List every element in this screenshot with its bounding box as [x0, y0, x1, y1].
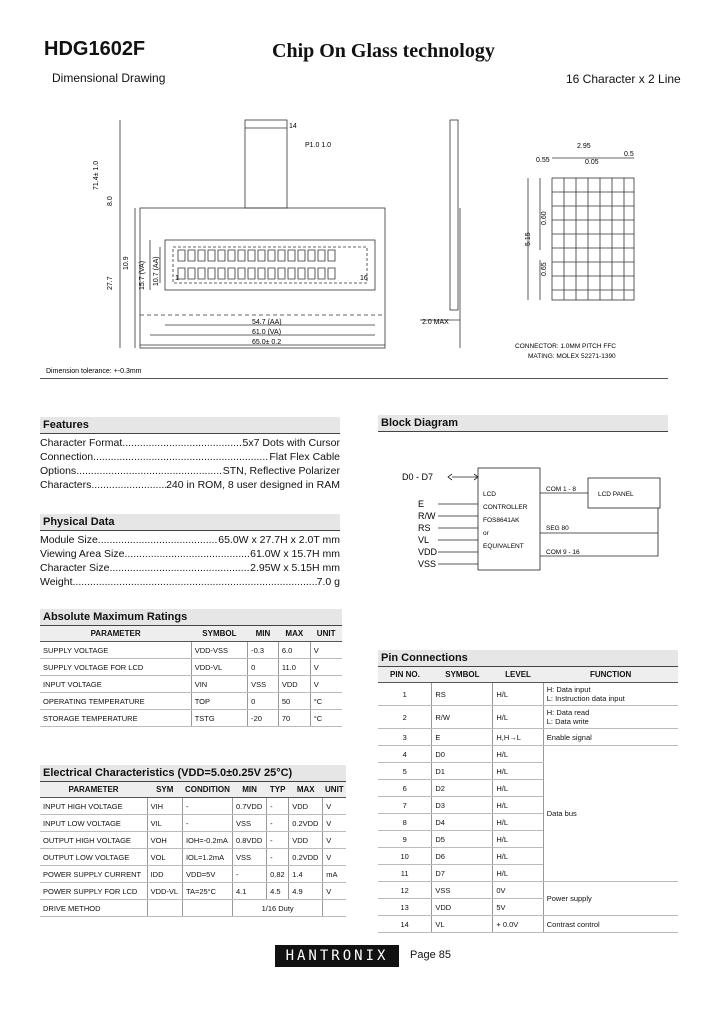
mating-note: MATING: MOLEX 52271-1390 [528, 353, 616, 360]
dim-char-width: 2.95 [577, 143, 591, 150]
block-section [378, 415, 668, 432]
dim-va-height: 15.7 (VA) [139, 260, 146, 290]
table-cell: V [310, 676, 342, 693]
column-header: UNIT [310, 626, 342, 642]
block-diagram [378, 438, 673, 598]
pin-level: H/L [493, 848, 543, 865]
dim-065: 0.65 [541, 262, 548, 276]
signal-label: E [418, 499, 425, 509]
controller-label: EQUIVALENT [483, 543, 524, 550]
pin-function: H: Data read L: Data write [543, 706, 678, 729]
pin-symbol: D0 [432, 746, 493, 763]
divider [40, 378, 668, 379]
column-header: MAX [289, 782, 323, 798]
physical-row [40, 561, 340, 575]
page-number: Page 85 [410, 949, 451, 961]
dim-005: 0.05 [585, 159, 599, 166]
table-cell: TA=25°C [182, 883, 232, 900]
table-row [40, 642, 342, 659]
table-row [40, 798, 346, 815]
table-cell [182, 900, 232, 917]
table-cell: V [310, 659, 342, 676]
signal-label: VL [418, 535, 430, 545]
pin-function: Contrast control [543, 916, 678, 933]
pin-level: H/L [493, 814, 543, 831]
pin-symbol: D4 [432, 814, 493, 831]
physical-row [40, 575, 340, 589]
pin-level: H/L [493, 780, 543, 797]
pin-function: Data bus [543, 746, 678, 882]
seg-label: SEG 80 [546, 525, 569, 532]
table-cell: IDD [147, 866, 182, 883]
table-cell: VDD-VSS [191, 642, 247, 659]
table-cell: VOH [147, 832, 182, 849]
absmax-section [40, 609, 342, 727]
physical-label: Character Size [40, 562, 110, 574]
signal-label: VSS [418, 559, 437, 569]
features-label: Characters [40, 479, 92, 491]
table-row [378, 706, 678, 729]
com2-label: COM 9 - 16 [546, 549, 580, 556]
elec-title: Electrical Characteristics (VDD=5.0±0.25V 25°C) [40, 765, 346, 782]
physical-label: Module Size [40, 534, 98, 546]
table-cell: -20 [248, 710, 279, 727]
pin-number: 1 [378, 683, 432, 706]
pins-title: Pin Connections [378, 650, 678, 667]
page-title: HDG1602F [44, 38, 146, 60]
dim-va-width: 61.0 (VA) [252, 329, 282, 336]
column-header: UNIT [323, 782, 346, 798]
table-row [40, 676, 342, 693]
elec-section [40, 765, 346, 917]
table-cell: 0.7VDD [233, 798, 267, 815]
table-cell: INPUT HIGH VOLTAGE [40, 798, 147, 815]
table-cell: VIH [147, 798, 182, 815]
column-header: SYMBOL [191, 626, 247, 642]
table-cell: - [267, 832, 289, 849]
column-header: MIN [233, 782, 267, 798]
table-row [40, 693, 342, 710]
table-cell: 11.0 [278, 659, 310, 676]
table-cell [323, 900, 346, 917]
table-cell: V [323, 883, 346, 900]
line-info: 16 Character x 2 Line [566, 72, 681, 86]
pin-level: H/L [493, 746, 543, 763]
physical-value: 61.0W x 15.7H mm [250, 548, 340, 560]
column-header: PARAMETER [40, 782, 147, 798]
table-cell: IOL=1.2mA [182, 849, 232, 866]
signal-label: R/W [418, 511, 436, 521]
table-cell: VDD-VL [191, 659, 247, 676]
pin1-label: 1 [175, 275, 179, 282]
pins-section [378, 650, 678, 933]
table-cell: POWER SUPPLY CURRENT [40, 866, 147, 883]
pin-level: H/L [493, 865, 543, 882]
pin-number: 14 [378, 916, 432, 933]
pin-number: 12 [378, 882, 432, 899]
pin-symbol: D5 [432, 831, 493, 848]
pin-number: 4 [378, 746, 432, 763]
physical-label: Viewing Area Size [40, 548, 125, 560]
signal-label: VDD [418, 547, 438, 557]
column-header: MIN [248, 626, 279, 642]
pin-level: H,H→L [493, 729, 543, 746]
pin14-label: 14 [289, 123, 297, 130]
pin-number: 2 [378, 706, 432, 729]
pin-symbol: D7 [432, 865, 493, 882]
dimensional-drawing [40, 100, 680, 380]
features-value: 240 in ROM, 8 user designed in RAM [166, 479, 340, 491]
pin-symbol: RS [432, 683, 493, 706]
features-value: STN, Reflective Polarizer [222, 465, 340, 477]
features-label: Connection [40, 451, 94, 463]
table-row [40, 815, 346, 832]
leader-dots [91, 478, 166, 492]
table-cell: V [310, 642, 342, 659]
table-cell: 0 [248, 693, 279, 710]
controller-label: FOS8641AK [483, 517, 520, 524]
table-cell: - [267, 798, 289, 815]
table-cell: - [182, 815, 232, 832]
dim-module-width: 65.0± 0.2 [252, 339, 282, 346]
pin-number: 6 [378, 780, 432, 797]
table-cell: STORAGE TEMPERATURE [40, 710, 191, 727]
table-cell: 70 [278, 710, 310, 727]
pin16-label: 16 [360, 275, 368, 282]
dim-char-height: 5.15 [525, 232, 532, 246]
pin-level: H/L [493, 683, 543, 706]
pin-number: 5 [378, 763, 432, 780]
flex-cable [245, 120, 287, 208]
column-header: LEVEL [493, 667, 543, 683]
dim-109: 10.9 [123, 256, 130, 270]
table-cell: DRIVE METHOD [40, 900, 147, 917]
table-cell: 4.1 [233, 883, 267, 900]
physical-title: Physical Data [40, 514, 340, 531]
table-row [378, 916, 678, 933]
column-header: FUNCTION [543, 667, 678, 683]
table-cell: V [323, 832, 346, 849]
table-row [40, 866, 346, 883]
signal-label: RS [418, 523, 431, 533]
table-cell: VDD [289, 832, 323, 849]
table-cell [147, 900, 182, 917]
table-cell: - [233, 866, 267, 883]
table-cell: V [323, 849, 346, 866]
pitch-label: P1.0 1.0 [305, 142, 332, 149]
table-cell: 4.9 [289, 883, 323, 900]
table-cell: 0.2VDD [289, 815, 323, 832]
table-cell: VIN [191, 676, 247, 693]
dim-060: 0.60 [541, 211, 548, 225]
table-row [40, 659, 342, 676]
features-title: Features [40, 417, 340, 434]
table-cell: VDD=5V [182, 866, 232, 883]
pin-symbol: D3 [432, 797, 493, 814]
table-cell: mA [323, 866, 346, 883]
table-cell: VSS [248, 676, 279, 693]
block-title: Block Diagram [378, 415, 668, 432]
table-row [40, 883, 346, 900]
table-cell: 4.5 [267, 883, 289, 900]
character-cells [178, 250, 335, 279]
pin-number: 3 [378, 729, 432, 746]
dim-cable-8: 8.0 [107, 196, 114, 206]
viewing-area [165, 240, 375, 290]
dim-thickness: 2.0 MAX [422, 319, 449, 326]
pin-number: 7 [378, 797, 432, 814]
table-cell: °C [310, 710, 342, 727]
physical-section [40, 514, 340, 589]
table-cell: INPUT LOW VOLTAGE [40, 815, 147, 832]
side-view [450, 120, 458, 310]
pin-level: H/L [493, 831, 543, 848]
table-row [40, 832, 346, 849]
character-dot-matrix [552, 178, 634, 300]
leader-dots [98, 533, 218, 547]
pin-symbol: D1 [432, 763, 493, 780]
table-row [378, 746, 678, 763]
dim-05: 0.5 [624, 151, 634, 158]
table-cell: OUTPUT LOW VOLTAGE [40, 849, 147, 866]
table-row [40, 849, 346, 866]
physical-value: 2.95W x 5.15H mm [250, 562, 340, 574]
physical-value: 7.0 g [316, 576, 340, 588]
pin-symbol: E [432, 729, 493, 746]
table-cell: V [323, 798, 346, 815]
pin-symbol: D2 [432, 780, 493, 797]
pin-level: H/L [493, 797, 543, 814]
leader-dots [122, 436, 242, 450]
leader-dots [124, 547, 250, 561]
table-row [378, 729, 678, 746]
controller-label: or [483, 530, 489, 537]
table-cell: OUTPUT HIGH VOLTAGE [40, 832, 147, 849]
physical-label: Weight [40, 576, 73, 588]
table-cell: 0.82 [267, 866, 289, 883]
controller-label: LCD [483, 491, 497, 498]
dim-total-height: 71.4± 1.0 [93, 160, 100, 190]
table-cell: VDD [289, 798, 323, 815]
column-header: MAX [278, 626, 310, 642]
pin-level: H/L [493, 706, 543, 729]
dim-aa-width: 54.7 (AA) [252, 319, 282, 326]
table-cell: IOH=-0.2mA [182, 832, 232, 849]
pin-symbol: VL [432, 916, 493, 933]
absmax-title: Absolute Maximum Ratings [40, 609, 342, 626]
table-cell: POWER SUPPLY FOR LCD [40, 883, 147, 900]
pin-symbol: VSS [432, 882, 493, 899]
column-header: TYP [267, 782, 289, 798]
pin-function: Power supply [543, 882, 678, 916]
leader-dots [76, 464, 223, 478]
table-cell: 50 [278, 693, 310, 710]
column-header: SYMBOL [432, 667, 493, 683]
pin-level: 5V [493, 899, 543, 916]
elec-table [40, 782, 346, 917]
pin-symbol: R/W [432, 706, 493, 729]
lcd-panel-label: LCD PANEL [598, 491, 634, 498]
hantronix-logo: HANTRONIX [275, 945, 399, 967]
leader-dots [73, 575, 317, 589]
table-row [378, 882, 678, 899]
pin-function: Enable signal [543, 729, 678, 746]
connector-note: CONNECTOR: 1.0MM PITCH FFC [515, 343, 616, 350]
physical-row [40, 547, 340, 561]
table-cell: 0.2VDD [289, 849, 323, 866]
features-row [40, 450, 340, 464]
pin-number: 11 [378, 865, 432, 882]
pin-level: 0V [493, 882, 543, 899]
pin-number: 9 [378, 831, 432, 848]
table-cell: - [267, 849, 289, 866]
table-cell: VSS [233, 849, 267, 866]
dim-module-height: 27.7 [107, 276, 114, 290]
physical-value: 65.0W x 27.7H x 2.0T mm [218, 534, 340, 546]
absmax-table [40, 626, 342, 727]
table-cell: 0.8VDD [233, 832, 267, 849]
dim-aa-height: 10.7 (AA) [153, 256, 160, 286]
com1-label: COM 1 - 8 [546, 486, 576, 493]
features-value: Flat Flex Cable [269, 451, 340, 463]
table-cell: - [267, 815, 289, 832]
leader-dots [93, 450, 269, 464]
table-cell: 1.4 [289, 866, 323, 883]
features-row [40, 464, 340, 478]
column-header: SYM [147, 782, 182, 798]
column-header: PARAMETER [40, 626, 191, 642]
active-area [173, 247, 367, 283]
table-cell: V [323, 815, 346, 832]
table-cell: - [182, 798, 232, 815]
column-header: PIN NO. [378, 667, 432, 683]
table-cell: TOP [191, 693, 247, 710]
table-cell: VSS [233, 815, 267, 832]
features-row [40, 478, 340, 492]
features-value: 5x7 Dots with Cursor [242, 437, 340, 449]
table-row [40, 710, 342, 727]
table-cell: SUPPLY VOLTAGE FOR LCD [40, 659, 191, 676]
table-cell: VDD-VL [147, 883, 182, 900]
table-cell: OPERATING TEMPERATURE [40, 693, 191, 710]
table-cell: -0.3 [248, 642, 279, 659]
bus-label: D0 - D7 [402, 472, 434, 482]
table-cell: 1/16 Duty [233, 900, 323, 917]
pin-level: H/L [493, 763, 543, 780]
features-label: Options [40, 465, 77, 477]
physical-row [40, 533, 340, 547]
column-header: CONDITION [182, 782, 232, 798]
controller-label: CONTROLLER [483, 504, 528, 511]
table-cell: INPUT VOLTAGE [40, 676, 191, 693]
table-cell: 6.0 [278, 642, 310, 659]
page-subtitle: Chip On Glass technology [272, 40, 495, 62]
pin-number: 13 [378, 899, 432, 916]
pin-symbol: VDD [432, 899, 493, 916]
features-section [40, 417, 340, 492]
table-row [378, 683, 678, 706]
table-cell: °C [310, 693, 342, 710]
table-cell: SUPPLY VOLTAGE [40, 642, 191, 659]
pins-table [378, 667, 678, 933]
table-row [40, 900, 346, 917]
leader-dots [109, 561, 250, 575]
pin-number: 10 [378, 848, 432, 865]
pin-function: H: Data input L: Instruction data input [543, 683, 678, 706]
table-cell: VOL [147, 849, 182, 866]
table-cell: 0 [248, 659, 279, 676]
tolerance-note: Dimension tolerance: +-0.3mm [46, 368, 142, 375]
features-row [40, 436, 340, 450]
pin-symbol: D6 [432, 848, 493, 865]
pin-number: 8 [378, 814, 432, 831]
features-label: Character Format [40, 437, 123, 449]
pin-level: + 0.0V [493, 916, 543, 933]
dim-055: 0.55 [536, 157, 550, 164]
table-cell: VIL [147, 815, 182, 832]
table-cell: TSTG [191, 710, 247, 727]
table-cell: VDD [278, 676, 310, 693]
drawing-label: Dimensional Drawing [52, 71, 166, 85]
